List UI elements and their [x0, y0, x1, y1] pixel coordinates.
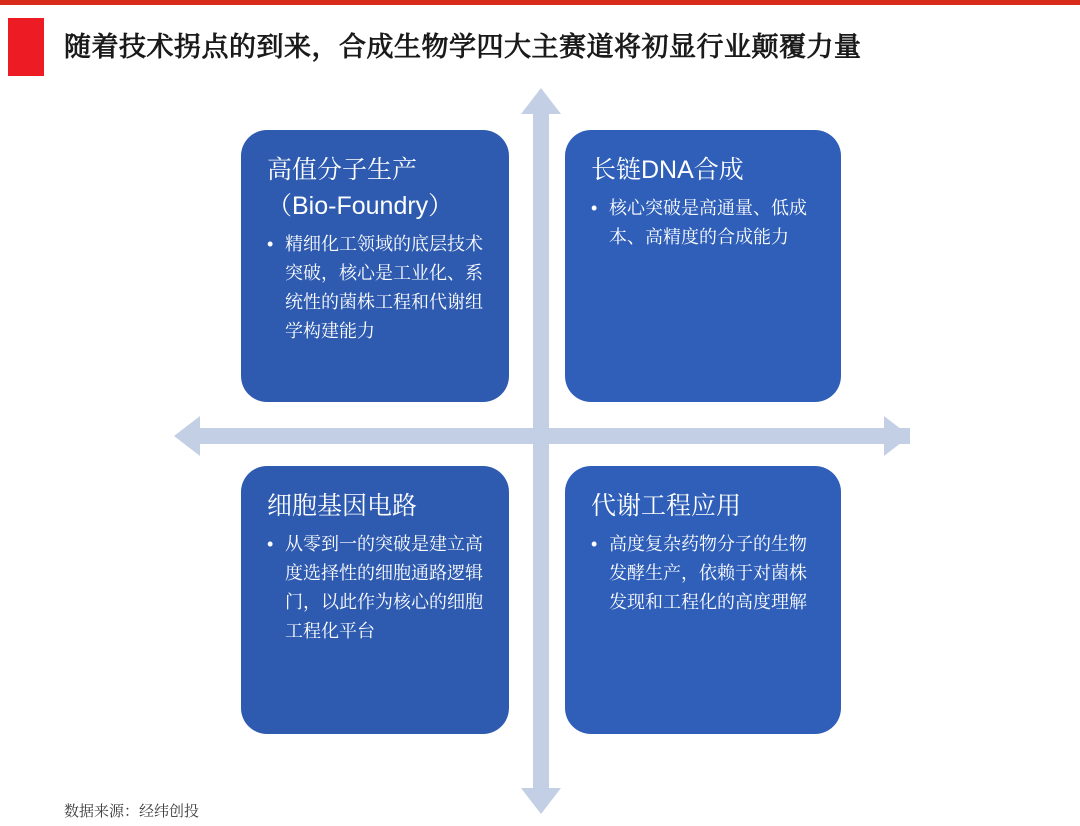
quadrant-bullet-list	[267, 530, 483, 646]
list-item: • 从零到一的突破是建立高度选择性的细胞通路逻辑门，以此作为核心的细胞工程化平台	[267, 530, 483, 646]
source-note: 数据来源：经纬创投	[64, 803, 200, 820]
quadrant-card-bottom-left	[241, 466, 509, 734]
quadrant-title-line1: 长链DNA合成	[591, 156, 744, 184]
quadrant-title-line1: 细胞基因电路	[267, 492, 418, 520]
quadrant-bullet-list	[591, 530, 815, 617]
quadrant-title-line2: （Bio-Foundry）	[267, 192, 454, 220]
quadrant-card-bottom-right	[565, 466, 841, 734]
quadrant-bullet-list	[591, 194, 815, 252]
quadrant-title	[267, 488, 483, 524]
quadrant-title-line1: 代谢工程应用	[591, 492, 742, 520]
arrow-up-icon	[521, 88, 561, 114]
list-item: • 核心突破是高通量、低成本、高精度的合成能力	[591, 194, 815, 252]
quadrant-title	[267, 152, 483, 224]
title-accent-block	[8, 18, 44, 76]
vertical-axis	[533, 112, 549, 796]
quadrant-bullet-list	[267, 230, 483, 346]
page-title: 随着技术拐点的到来，合成生物学四大主赛道将初显行业颠覆力量	[64, 32, 862, 62]
arrow-left-icon	[174, 416, 200, 456]
top-rule	[0, 0, 1080, 5]
quadrant-card-top-left	[241, 130, 509, 402]
list-item: • 高度复杂药物分子的生物发酵生产，依赖于对菌株发现和工程化的高度理解	[591, 530, 815, 617]
arrow-right-icon	[884, 416, 910, 456]
arrow-down-icon	[521, 788, 561, 814]
quadrant-title-line1: 高值分子生产	[267, 156, 418, 184]
quadrant-title	[591, 488, 815, 524]
quadrant-title	[591, 152, 815, 188]
quadrant-card-top-right	[565, 130, 841, 402]
horizontal-axis	[198, 428, 910, 444]
list-item: • 精细化工领域的底层技术突破，核心是工业化、系统性的菌株工程和代谢组学构建能力	[267, 230, 483, 346]
